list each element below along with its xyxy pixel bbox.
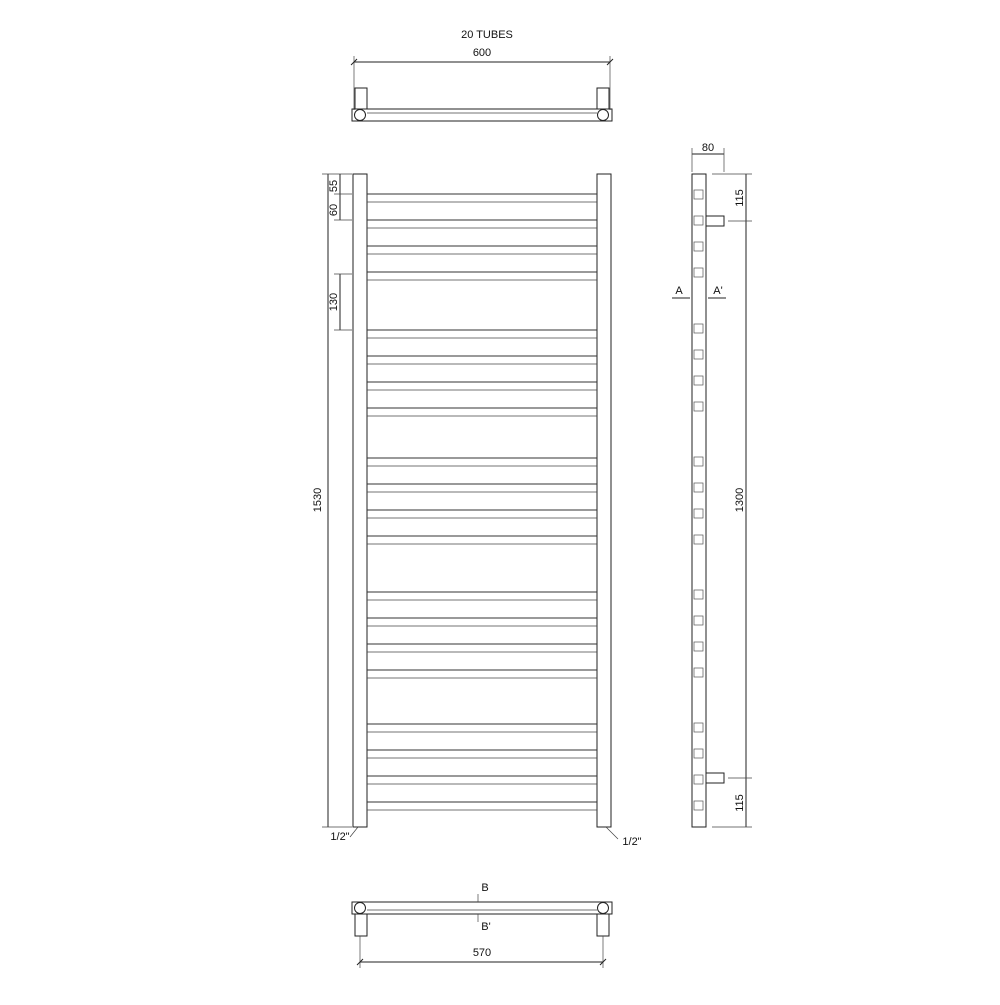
gap-label-60: 60 — [328, 203, 340, 217]
top-right-pipe-end — [598, 110, 609, 121]
side-tube-section-19 — [694, 775, 703, 784]
top-width-label: 600 — [472, 47, 492, 59]
section-a-label: A — [675, 285, 683, 297]
right-upright — [597, 174, 611, 827]
connection-right-leader — [606, 827, 618, 839]
side-tube-section-10 — [694, 483, 703, 492]
side-tube-section-15 — [694, 642, 703, 651]
overall-height-label: 1530 — [312, 487, 324, 513]
section-a-prime-label: A' — [713, 285, 723, 297]
side-tube-sections — [694, 190, 703, 810]
tube-count-label: 20 TUBES — [461, 29, 513, 41]
side-tube-section-3 — [694, 242, 703, 251]
bottom-offset-label: 115 — [734, 794, 746, 812]
side-tube-section-11 — [694, 509, 703, 518]
side-top-connection — [706, 216, 724, 226]
side-tube-section-5 — [694, 324, 703, 333]
top-view — [351, 29, 613, 121]
tubes-group — [367, 194, 597, 810]
side-tube-section-2 — [694, 216, 703, 225]
top-rail-body — [352, 109, 612, 121]
top-left-pipe-end — [355, 110, 366, 121]
bottom-right-valve — [597, 914, 609, 936]
connection-left-leader — [350, 827, 358, 837]
top-offset-label: 115 — [734, 189, 746, 207]
bottom-left-valve — [355, 914, 367, 936]
bottom-rail-body — [352, 902, 612, 914]
side-tube-section-1 — [694, 190, 703, 199]
side-tube-section-13 — [694, 590, 703, 599]
side-tube-section-9 — [694, 457, 703, 466]
gap-label-55: 55 — [328, 179, 340, 193]
side-view — [672, 142, 752, 827]
side-tube-section-14 — [694, 616, 703, 625]
top-left-valve — [355, 88, 367, 109]
side-tube-section-18 — [694, 749, 703, 758]
bottom-view — [352, 882, 612, 968]
side-tube-section-6 — [694, 350, 703, 359]
center-distance-label: 1300 — [734, 487, 746, 513]
gap-label-130: 130 — [328, 292, 340, 312]
connection-right-label: 1/2" — [622, 836, 642, 848]
side-bottom-connection — [706, 773, 724, 783]
section-b-label: B — [481, 882, 489, 894]
side-tube-section-16 — [694, 668, 703, 677]
depth-label: 80 — [701, 142, 715, 154]
left-upright — [353, 174, 367, 827]
top-right-valve — [597, 88, 609, 109]
side-tube-section-17 — [694, 723, 703, 732]
bottom-left-pipe-end — [355, 903, 366, 914]
side-tube-section-20 — [694, 801, 703, 810]
bottom-width-label: 570 — [472, 947, 492, 959]
side-tube-section-4 — [694, 268, 703, 277]
bottom-right-pipe-end — [598, 903, 609, 914]
side-tube-section-12 — [694, 535, 703, 544]
side-tube-section-8 — [694, 402, 703, 411]
front-view — [312, 174, 642, 848]
connection-left-label: 1/2" — [330, 831, 350, 843]
side-tube-section-7 — [694, 376, 703, 385]
section-b-prime-label: B' — [481, 921, 491, 933]
